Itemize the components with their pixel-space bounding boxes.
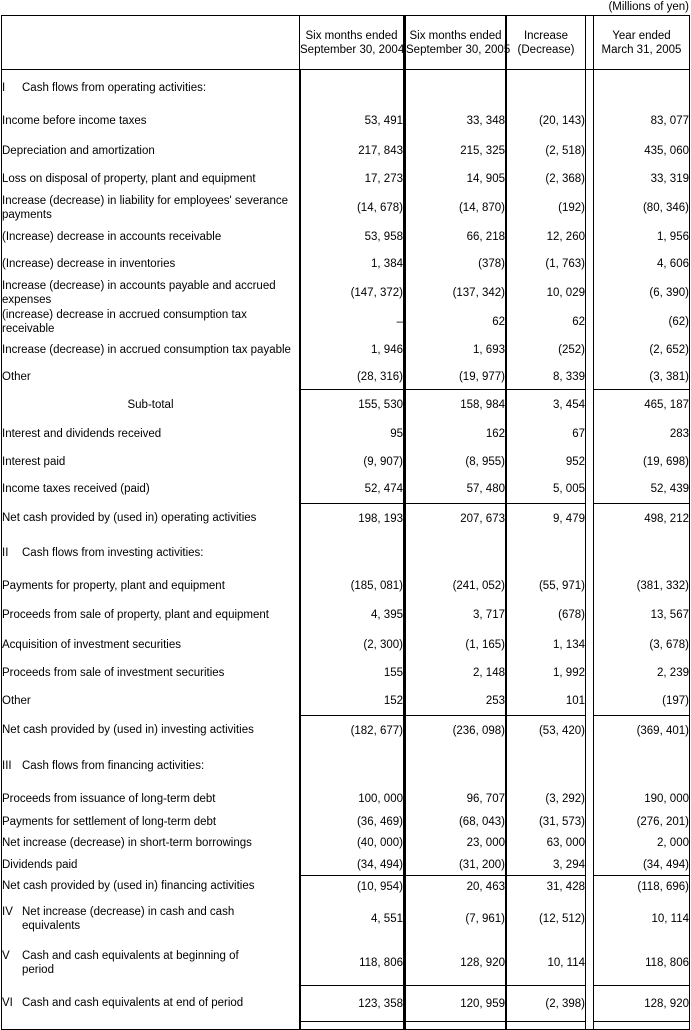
row-label: Dividends paid bbox=[1, 854, 300, 875]
row-label: Increase (decrease) in liability for employees' severance payments bbox=[1, 192, 300, 223]
section-financing-spacer-year bbox=[593, 745, 690, 787]
section-financing-spacer-2004 bbox=[300, 745, 404, 787]
row-label: Increase (decrease) in accrued consumption tax payable bbox=[1, 336, 300, 364]
row-value-2004: 53, 491 bbox=[300, 106, 404, 136]
row-value-2005: 253 bbox=[404, 687, 507, 715]
row-value-2005: 215, 325 bbox=[404, 136, 507, 165]
row-value-2004: 155 bbox=[300, 659, 404, 687]
subtotal-value-2005: 158, 984 bbox=[404, 389, 507, 420]
row-value-2005: 57, 480 bbox=[404, 475, 507, 503]
column-gap bbox=[586, 364, 593, 389]
column-gap bbox=[586, 223, 593, 250]
column-gap bbox=[586, 165, 593, 192]
table-row bbox=[1, 659, 690, 687]
total-row-investing bbox=[1, 715, 690, 745]
table-row bbox=[1, 832, 690, 854]
row-value-2004: – bbox=[300, 308, 404, 336]
column-gap bbox=[586, 15, 593, 70]
column-gap bbox=[586, 420, 593, 448]
closing-label-cell bbox=[1, 1021, 300, 1030]
table-row bbox=[1, 336, 690, 364]
row-label: Other bbox=[1, 687, 300, 715]
column-gap bbox=[586, 715, 593, 745]
row-value-2005: (14, 870) bbox=[404, 192, 507, 223]
header-col-increase-line2: (Decrease) bbox=[517, 43, 575, 56]
section-operating-label bbox=[1, 70, 300, 106]
section-investing-spacer-2005 bbox=[404, 533, 507, 573]
summary-value-2005: 120, 959 bbox=[404, 985, 507, 1021]
summary-roman-vi: VI bbox=[2, 997, 13, 1009]
row-value-increase: 3, 294 bbox=[507, 854, 586, 875]
total-row-financing bbox=[1, 875, 690, 897]
row-value-year: (276, 201) bbox=[593, 811, 690, 832]
row-value-2004: (28, 316) bbox=[300, 364, 404, 389]
row-value-increase: (1, 763) bbox=[507, 250, 586, 278]
column-gap bbox=[586, 533, 593, 573]
column-gap bbox=[586, 448, 593, 475]
section-financing-title: Cash flows from financing activities: bbox=[22, 760, 205, 772]
row-value-year: 33, 319 bbox=[593, 165, 690, 192]
total-value-2005: 207, 673 bbox=[404, 503, 507, 533]
column-gap bbox=[586, 787, 593, 811]
column-gap bbox=[586, 811, 593, 832]
table-row bbox=[1, 687, 690, 715]
summary-value-year: 118, 806 bbox=[593, 941, 690, 985]
row-value-2004: 53, 958 bbox=[300, 223, 404, 250]
section-investing-spacer-year bbox=[593, 533, 690, 573]
column-gap bbox=[586, 1021, 593, 1030]
header-col-increase bbox=[507, 15, 586, 70]
table-row bbox=[1, 223, 690, 250]
section-investing-label bbox=[1, 533, 300, 573]
row-value-increase: 62 bbox=[507, 308, 586, 336]
row-value-2004: (9, 907) bbox=[300, 448, 404, 475]
row-value-increase: 952 bbox=[507, 448, 586, 475]
row-value-2004: 1, 384 bbox=[300, 250, 404, 278]
table-row bbox=[1, 420, 690, 448]
section-financing-spacer-increase bbox=[507, 745, 586, 787]
row-value-increase: 1, 992 bbox=[507, 659, 586, 687]
row-value-increase: (20, 143) bbox=[507, 106, 586, 136]
header-label-blank bbox=[1, 15, 300, 70]
row-value-2005: (378) bbox=[404, 250, 507, 278]
closing-cell-year bbox=[593, 1021, 690, 1030]
row-value-increase: (2, 518) bbox=[507, 136, 586, 165]
total-row-operating bbox=[1, 503, 690, 533]
row-value-increase: 5, 005 bbox=[507, 475, 586, 503]
section-heading-financing bbox=[1, 745, 690, 787]
row-value-year: 190, 000 bbox=[593, 787, 690, 811]
total-value-2004: (182, 677) bbox=[300, 715, 404, 745]
total-label: Net cash provided by (used in) operating activities bbox=[1, 503, 300, 533]
column-gap bbox=[586, 854, 593, 875]
section-investing-title: Cash flows from investing activities: bbox=[22, 547, 204, 559]
column-gap bbox=[586, 389, 593, 420]
table-row bbox=[1, 599, 690, 631]
column-gap bbox=[586, 832, 593, 854]
row-value-2004: (36, 469) bbox=[300, 811, 404, 832]
subtotal-row-operating bbox=[1, 389, 690, 420]
row-value-increase: 101 bbox=[507, 687, 586, 715]
section-operating-spacer-increase bbox=[507, 70, 586, 106]
row-value-increase: (192) bbox=[507, 192, 586, 223]
section-investing-roman: II bbox=[2, 547, 9, 559]
total-label: Net cash provided by (used in) investing activities bbox=[1, 715, 300, 745]
row-label: (increase) decrease in accrued consumption tax receivable bbox=[1, 308, 300, 336]
column-gap bbox=[586, 475, 593, 503]
row-value-year: (19, 698) bbox=[593, 448, 690, 475]
row-value-2005: 96, 707 bbox=[404, 787, 507, 811]
header-col-increase-line1: Increase bbox=[523, 29, 569, 42]
row-value-2004: 4, 395 bbox=[300, 599, 404, 631]
row-value-2005: 33, 348 bbox=[404, 106, 507, 136]
summary-row-ending-balance bbox=[1, 985, 690, 1021]
table-row bbox=[1, 573, 690, 599]
total-label: Net cash provided by (used in) financing activities bbox=[1, 875, 300, 897]
summary-roman-v: V bbox=[2, 950, 10, 962]
row-label: Net increase (decrease) in short-term borrowings bbox=[1, 832, 300, 854]
row-value-2005: 3, 717 bbox=[404, 599, 507, 631]
row-value-2005: (19, 977) bbox=[404, 364, 507, 389]
header-col-2004-line2: September 30, 2004 bbox=[300, 43, 405, 56]
header-col-2004-line1: Six months ended bbox=[305, 29, 398, 42]
column-gap bbox=[586, 659, 593, 687]
row-value-2005: (8, 955) bbox=[404, 448, 507, 475]
table-body bbox=[1, 15, 690, 1030]
row-label: Proceeds from sale of investment securities bbox=[1, 659, 300, 687]
header-col-year bbox=[593, 15, 690, 70]
closing-cell-2004 bbox=[300, 1021, 404, 1030]
row-value-2004: 52, 474 bbox=[300, 475, 404, 503]
row-value-year: 2, 239 bbox=[593, 659, 690, 687]
row-label: Payments for settlement of long-term debt bbox=[1, 811, 300, 832]
summary-text-iv: Net increase (decrease) in cash and cash equivalents bbox=[22, 906, 235, 932]
row-value-year: (3, 678) bbox=[593, 631, 690, 659]
summary-value-year: 128, 920 bbox=[593, 985, 690, 1021]
column-gap bbox=[586, 687, 593, 715]
header-col-2004 bbox=[300, 15, 404, 70]
summary-text-v: Cash and cash equivalents at beginning of period bbox=[22, 950, 239, 976]
row-value-year: 4, 606 bbox=[593, 250, 690, 278]
table-row bbox=[1, 631, 690, 659]
row-label: Interest paid bbox=[1, 448, 300, 475]
row-value-increase: 1, 134 bbox=[507, 631, 586, 659]
summary-value-increase: (2, 398) bbox=[507, 985, 586, 1021]
section-heading-operating bbox=[1, 70, 690, 106]
total-value-2004: (10, 954) bbox=[300, 875, 404, 897]
table-header-row bbox=[1, 15, 690, 70]
row-value-2005: (31, 200) bbox=[404, 854, 507, 875]
closing-cell-increase bbox=[507, 1021, 586, 1030]
column-gap bbox=[586, 897, 593, 941]
row-value-2004: (40, 000) bbox=[300, 832, 404, 854]
table-row bbox=[1, 136, 690, 165]
row-value-2005: (241, 052) bbox=[404, 573, 507, 599]
column-gap bbox=[586, 875, 593, 897]
column-gap bbox=[586, 941, 593, 985]
row-value-year: (62) bbox=[593, 308, 690, 336]
header-col-2005 bbox=[404, 15, 511, 70]
table-row bbox=[1, 787, 690, 811]
row-value-increase: 10, 029 bbox=[507, 278, 586, 308]
subtotal-value-2004: 155, 530 bbox=[300, 389, 404, 420]
row-value-2005: 66, 218 bbox=[404, 223, 507, 250]
column-gap bbox=[586, 745, 593, 787]
table-row bbox=[1, 811, 690, 832]
row-value-increase: (252) bbox=[507, 336, 586, 364]
row-label: Proceeds from sale of property, plant and equipment bbox=[1, 599, 300, 631]
summary-row-net-increase bbox=[1, 897, 690, 941]
subtotal-label: Sub-total bbox=[1, 389, 300, 420]
summary-label-v bbox=[1, 941, 300, 985]
section-financing-roman: III bbox=[2, 760, 12, 772]
row-value-year: 283 bbox=[593, 420, 690, 448]
row-value-2005: 23, 000 bbox=[404, 832, 507, 854]
row-value-2004: (147, 372) bbox=[300, 278, 404, 308]
section-investing-spacer-increase bbox=[507, 533, 586, 573]
column-gap bbox=[586, 503, 593, 533]
total-value-increase: 31, 428 bbox=[507, 875, 586, 897]
row-value-year: 83, 077 bbox=[593, 106, 690, 136]
column-gap bbox=[586, 599, 593, 631]
total-value-2005: 20, 463 bbox=[404, 875, 507, 897]
row-value-2005: 1, 693 bbox=[404, 336, 507, 364]
header-col-year-line2: March 31, 2005 bbox=[601, 43, 682, 56]
row-label: (Increase) decrease in accounts receivable bbox=[1, 223, 300, 250]
subtotal-value-year: 465, 187 bbox=[593, 389, 690, 420]
section-operating-spacer-2005 bbox=[404, 70, 507, 106]
row-value-2005: (137, 342) bbox=[404, 278, 507, 308]
table-row bbox=[1, 475, 690, 503]
column-gap bbox=[586, 250, 593, 278]
header-col-2005-line1: Six months ended bbox=[409, 29, 502, 42]
row-value-2005: 14, 905 bbox=[404, 165, 507, 192]
row-value-year: 13, 567 bbox=[593, 599, 690, 631]
row-value-increase: (3, 292) bbox=[507, 787, 586, 811]
row-value-2004: (185, 081) bbox=[300, 573, 404, 599]
column-gap bbox=[586, 308, 593, 336]
row-value-increase: (55, 971) bbox=[507, 573, 586, 599]
row-value-2005: (1, 165) bbox=[404, 631, 507, 659]
row-label: Interest and dividends received bbox=[1, 420, 300, 448]
row-value-increase: 63, 000 bbox=[507, 832, 586, 854]
row-label: Proceeds from issuance of long-term debt bbox=[1, 787, 300, 811]
row-value-increase: 12, 260 bbox=[507, 223, 586, 250]
row-value-year: 435, 060 bbox=[593, 136, 690, 165]
section-heading-investing bbox=[1, 533, 690, 573]
row-label: Other bbox=[1, 364, 300, 389]
row-value-2004: (14, 678) bbox=[300, 192, 404, 223]
total-value-year: (118, 696) bbox=[593, 875, 690, 897]
table-row bbox=[1, 192, 690, 223]
row-value-2004: 100, 000 bbox=[300, 787, 404, 811]
row-value-year: (2, 652) bbox=[593, 336, 690, 364]
table-row bbox=[1, 448, 690, 475]
total-value-2005: (236, 098) bbox=[404, 715, 507, 745]
row-value-year: (6, 390) bbox=[593, 278, 690, 308]
column-gap bbox=[586, 106, 593, 136]
header-col-2005-line2: September 30, 2005 bbox=[406, 43, 511, 56]
section-financing-label bbox=[1, 745, 300, 787]
summary-value-2005: 128, 920 bbox=[404, 941, 507, 985]
row-value-increase: (31, 573) bbox=[507, 811, 586, 832]
table-closing-band bbox=[1, 1021, 690, 1030]
subtotal-value-increase: 3, 454 bbox=[507, 389, 586, 420]
summary-value-increase: 10, 114 bbox=[507, 941, 586, 985]
unit-note: (Millions of yen) bbox=[608, 1, 689, 13]
table-row bbox=[1, 106, 690, 136]
total-value-increase: (53, 420) bbox=[507, 715, 586, 745]
section-operating-spacer-year bbox=[593, 70, 690, 106]
row-label: Income before income taxes bbox=[1, 106, 300, 136]
summary-value-increase: (12, 512) bbox=[507, 897, 586, 941]
row-value-increase: (2, 368) bbox=[507, 165, 586, 192]
row-value-year: (197) bbox=[593, 687, 690, 715]
table-row bbox=[1, 854, 690, 875]
column-gap bbox=[586, 70, 593, 106]
section-operating-spacer-2004 bbox=[300, 70, 404, 106]
header-col-year-line1: Year ended bbox=[612, 29, 671, 42]
row-label: (Increase) decrease in inventories bbox=[1, 250, 300, 278]
summary-row-beginning-balance bbox=[1, 941, 690, 985]
row-value-year: 2, 000 bbox=[593, 832, 690, 854]
row-value-2004: 17, 273 bbox=[300, 165, 404, 192]
row-value-2005: 2, 148 bbox=[404, 659, 507, 687]
summary-value-2004: 4, 551 bbox=[300, 897, 404, 941]
column-gap bbox=[586, 278, 593, 308]
summary-label-vi bbox=[1, 985, 300, 1021]
column-gap bbox=[586, 631, 593, 659]
row-value-year: (381, 332) bbox=[593, 573, 690, 599]
closing-cell-2005 bbox=[404, 1021, 507, 1030]
section-financing-spacer-2005 bbox=[404, 745, 507, 787]
row-value-year: (3, 381) bbox=[593, 364, 690, 389]
column-gap bbox=[586, 336, 593, 364]
row-value-year: (34, 494) bbox=[593, 854, 690, 875]
table-row bbox=[1, 250, 690, 278]
section-investing-spacer-2004 bbox=[300, 533, 404, 573]
row-value-2004: 1, 946 bbox=[300, 336, 404, 364]
row-label: Loss on disposal of property, plant and equipment bbox=[1, 165, 300, 192]
section-operating-title: Cash flows from operating activities: bbox=[22, 82, 207, 94]
total-value-increase: 9, 479 bbox=[507, 503, 586, 533]
row-value-2005: 162 bbox=[404, 420, 507, 448]
summary-label-iv bbox=[1, 897, 300, 941]
table-row bbox=[1, 278, 690, 308]
section-operating-roman: I bbox=[2, 82, 6, 94]
table-row bbox=[1, 165, 690, 192]
column-gap bbox=[586, 985, 593, 1021]
row-value-2005: (68, 043) bbox=[404, 811, 507, 832]
column-gap bbox=[586, 192, 593, 223]
row-value-2004: 217, 843 bbox=[300, 136, 404, 165]
table-row bbox=[1, 364, 690, 389]
summary-value-2004: 118, 806 bbox=[300, 941, 404, 985]
row-value-increase: (678) bbox=[507, 599, 586, 631]
row-label: Depreciation and amortization bbox=[1, 136, 300, 165]
summary-text-vi: Cash and cash equivalents at end of period bbox=[22, 997, 244, 1009]
row-value-2004: (34, 494) bbox=[300, 854, 404, 875]
column-gap bbox=[586, 573, 593, 599]
row-label: Acquisition of investment securities bbox=[1, 631, 300, 659]
row-value-year: (80, 346) bbox=[593, 192, 690, 223]
row-value-increase: 67 bbox=[507, 420, 586, 448]
table-row bbox=[1, 308, 690, 336]
row-label: Increase (decrease) in accounts payable and accrued expenses bbox=[1, 278, 300, 308]
row-label: Income taxes received (paid) bbox=[1, 475, 300, 503]
row-value-year: 1, 956 bbox=[593, 223, 690, 250]
row-label: Payments for property, plant and equipment bbox=[1, 573, 300, 599]
row-value-2004: (2, 300) bbox=[300, 631, 404, 659]
cash-flow-table bbox=[1, 15, 690, 1030]
total-value-year: (369, 401) bbox=[593, 715, 690, 745]
summary-value-2005: (7, 961) bbox=[404, 897, 507, 941]
summary-roman-iv: IV bbox=[2, 906, 13, 918]
row-value-year: 52, 439 bbox=[593, 475, 690, 503]
row-value-2004: 152 bbox=[300, 687, 404, 715]
row-value-2004: 95 bbox=[300, 420, 404, 448]
total-value-year: 498, 212 bbox=[593, 503, 690, 533]
column-gap bbox=[586, 136, 593, 165]
summary-value-year: 10, 114 bbox=[593, 897, 690, 941]
row-value-2005: 62 bbox=[404, 308, 507, 336]
summary-value-2004: 123, 358 bbox=[300, 985, 404, 1021]
total-value-2004: 198, 193 bbox=[300, 503, 404, 533]
row-value-increase: 8, 339 bbox=[507, 364, 586, 389]
